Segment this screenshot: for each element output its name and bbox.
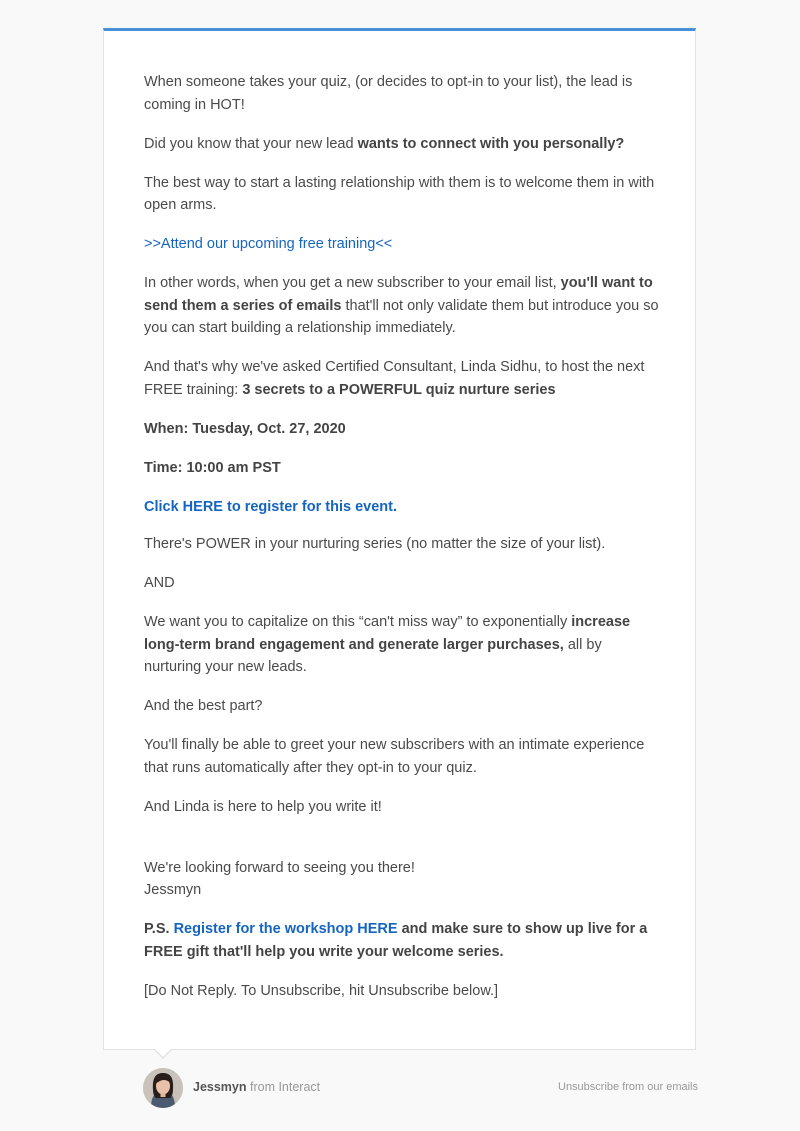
signoff-block xyxy=(144,857,660,902)
register-link[interactable]: Click HERE to register for this event. xyxy=(144,498,398,515)
paragraph-power: There's POWER in your nurturing series (no matter the size of your list). xyxy=(144,536,606,552)
sender-info xyxy=(193,1080,320,1094)
training-link[interactable]: >>Attend our upcoming free training<< xyxy=(144,236,393,252)
ps-rest: and make sure to show up live for a FREE gift that'll help you write your welcome series. xyxy=(144,921,648,960)
event-date xyxy=(144,418,660,441)
paragraph-capitalize-text2: all by nurturing your new leads. xyxy=(144,636,602,675)
paragraph-connect-bold: wants to connect with you personally? xyxy=(357,135,625,152)
unsubscribe-link[interactable]: Unsubscribe from our emails xyxy=(558,1081,698,1093)
paragraph-and: AND xyxy=(144,575,175,591)
sender-from: from Interact xyxy=(246,1080,321,1094)
paragraph-greet: You'll finally be able to greet your new subscribers with an intimate experience that runs automatically after they opt-in to your quiz. xyxy=(144,737,645,776)
paragraph-connect xyxy=(144,133,660,156)
paragraph-series xyxy=(144,272,660,340)
email-body xyxy=(144,71,660,1019)
ps-prefix: P.S. xyxy=(144,921,174,937)
card-pointer-icon xyxy=(154,1050,172,1059)
paragraph-series-text2: that'll not only validate them but introduce you so you can start building a relationship immediately. xyxy=(144,297,659,336)
signature-text: Jessmyn xyxy=(144,882,202,898)
paragraph-series-bold: you'll want to send them a series of emails xyxy=(144,275,653,314)
paragraph-connect-text: Did you know that your new lead xyxy=(144,135,358,152)
paragraph-capitalize xyxy=(144,611,660,679)
paragraph-register xyxy=(144,496,660,519)
paragraph-best-part: And the best part? xyxy=(144,698,263,714)
email-card xyxy=(103,28,696,1050)
email-footer xyxy=(143,1068,698,1108)
signoff-text: We're looking forward to seeing you there! xyxy=(144,859,415,876)
paragraph-capitalize-text1: We want you to capitalize on this “can't miss way” to exponentially xyxy=(144,614,572,630)
avatar-portrait-icon xyxy=(143,1068,183,1108)
paragraph-consultant-text: And that's why we've asked Certified Consultant, Linda Sidhu, to host the next FREE training: xyxy=(144,359,645,398)
spacer xyxy=(144,835,660,857)
workshop-register-link[interactable]: Register for the workshop HERE xyxy=(173,921,398,937)
paragraph-consultant xyxy=(144,356,660,401)
paragraph-linda: And Linda is here to help you write it! xyxy=(144,798,382,815)
disclaimer-text: [Do Not Reply. To Unsubscribe, hit Unsubscribe below.] xyxy=(144,982,499,999)
avatar xyxy=(143,1068,183,1108)
paragraph-intro: When someone takes your quiz, (or decides to opt-in to your list), the lead is coming in HOT! xyxy=(144,74,633,113)
paragraph-welcome: The best way to start a lasting relationship with them is to welcome them in with open arms. xyxy=(144,174,655,213)
event-time-text: Time: 10:00 am PST xyxy=(144,459,281,476)
paragraph-series-text1: In other words, when you get a new subscriber to your email list, xyxy=(144,275,561,291)
paragraph-consultant-bold: 3 secrets to a POWERFUL quiz nurture series xyxy=(242,381,556,398)
paragraph-capitalize-bold: increase long-term brand engagement and generate larger purchases, xyxy=(144,614,631,653)
sender-name: Jessmyn xyxy=(193,1080,247,1094)
event-time xyxy=(144,457,660,480)
paragraph-ps xyxy=(144,918,660,963)
paragraph-training-link xyxy=(144,233,660,256)
event-date-text: When: Tuesday, Oct. 27, 2020 xyxy=(144,420,346,437)
